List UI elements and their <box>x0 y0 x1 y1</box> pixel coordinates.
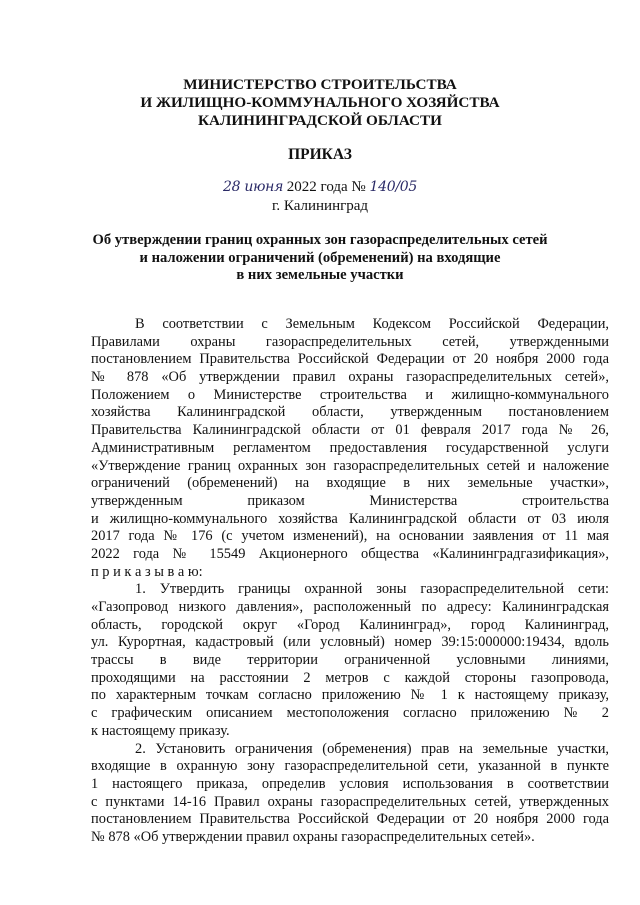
order-body <box>91 316 609 847</box>
body-line: № 878 «Об утверждении правил охраны газораспределительных сетей», <box>91 369 609 386</box>
clause-1-line: с графическим описанием местоположения согласно приложению № 2 <box>91 705 609 722</box>
document-type: ПРИКАЗ <box>288 146 352 163</box>
clause-2-line: постановлением Правительства Российской Федерации от 20 ноября 2000 года <box>91 811 609 828</box>
clause-2-line: с пунктами 14-16 Правил охраны газораспределительных сетей, утвержденных <box>91 793 609 810</box>
clause-2-line: 1 настоящего приказа, определив условия использования в соответствии <box>91 775 609 792</box>
date-number-line <box>0 178 640 196</box>
handwritten-date: 28 июня <box>223 179 284 195</box>
subject-line: в них земельные участки <box>236 267 404 283</box>
body-line: постановлением Правительства Российской Федерации от 20 ноября 2000 года <box>91 351 609 368</box>
clause-1-line: проходящими на расстоянии 2 метров с каждой стороны газопровода, <box>91 669 609 686</box>
body-line: 2017 года № 176 (с учетом изменений), на основании заявления от 11 мая <box>91 528 609 545</box>
subject-line: и наложении ограничений (обременений) на входящие <box>139 249 501 266</box>
body-line: утвержденным приказом Министерства строительства <box>91 492 609 509</box>
order-verb: п р и к а з ы в а ю: <box>91 563 203 580</box>
clause-1-line: трассы в виде территории ограниченной условными линиями, <box>91 652 609 669</box>
clause-1-line: ул. Курортная, кадастровый (или условный) номер 39:15:000000:19434, вдоль <box>91 634 609 651</box>
clause-2-line: входящие в охранную зону газораспределительной сети, указанной в пункте <box>91 758 609 775</box>
ministry-name-line: И ЖИЛИЩНО-КОММУНАЛЬНОГО ХОЗЯЙСТВА <box>140 94 500 111</box>
clause-2-line: 2. Установить ограничения (обременения) прав на земельные участки, <box>135 740 609 757</box>
body-line: В соответствии с Земельным Кодексом Российской Федерации, <box>135 316 609 332</box>
clause-1-line: область, городской округ «Город Калининград», город Калининград, <box>91 616 609 633</box>
clause-1-line: 1. Утвердить границы охранной зоны газораспределительной сети: <box>135 581 609 598</box>
city: г. Калининград <box>271 198 369 214</box>
handwritten-number: 140/05 <box>369 179 417 195</box>
body-line: Положением о Министерстве строительства и жилищно-коммунального <box>91 386 609 403</box>
body-line: Правилами охраны газораспределительных сетей, утвержденными <box>91 333 609 350</box>
clause-2-line: № 878 «Об утверждении правил охраны газораспределительных сетей». <box>91 828 535 845</box>
clause-1-line: по характерным точкам согласно приложению № 1 к настоящему приказу, <box>91 687 609 704</box>
body-line: ограничений (обременений) на входящие в них земельные участки», <box>91 475 609 492</box>
clause-1-line: к настоящему приказу. <box>91 722 230 739</box>
ministry-name-line: МИНИСТЕРСТВО СТРОИТЕЛЬСТВА <box>183 76 457 93</box>
body-line: «Утверждение границ охранных зон газораспределительных сетей и наложение <box>91 457 609 474</box>
subject-line: Об утверждении границ охранных зон газораспределительных сетей <box>92 232 548 248</box>
body-line: хозяйства Калининградской области, утвержденным постановлением <box>91 404 609 421</box>
body-line: 2022 года № 15549 Акционерного общества «Калининградгазификация», <box>91 545 609 562</box>
body-line: Административным регламентом предоставления государственной услуги <box>91 439 609 456</box>
order-subject <box>0 232 640 285</box>
ministry-name <box>0 76 640 130</box>
body-line: и жилищно-коммунального хозяйства Калининградской области от 03 июля <box>91 510 609 527</box>
body-line: Правительства Калининградской области от 01 февраля 2017 года № 26, <box>91 422 609 439</box>
year-number-label: 2022 года № <box>286 179 366 195</box>
ministry-name-line: КАЛИНИНГРАДСКОЙ ОБЛАСТИ <box>198 112 442 129</box>
clause-1-line: «Газопровод низкого давления», расположенный по адресу: Калининградская <box>91 599 609 615</box>
